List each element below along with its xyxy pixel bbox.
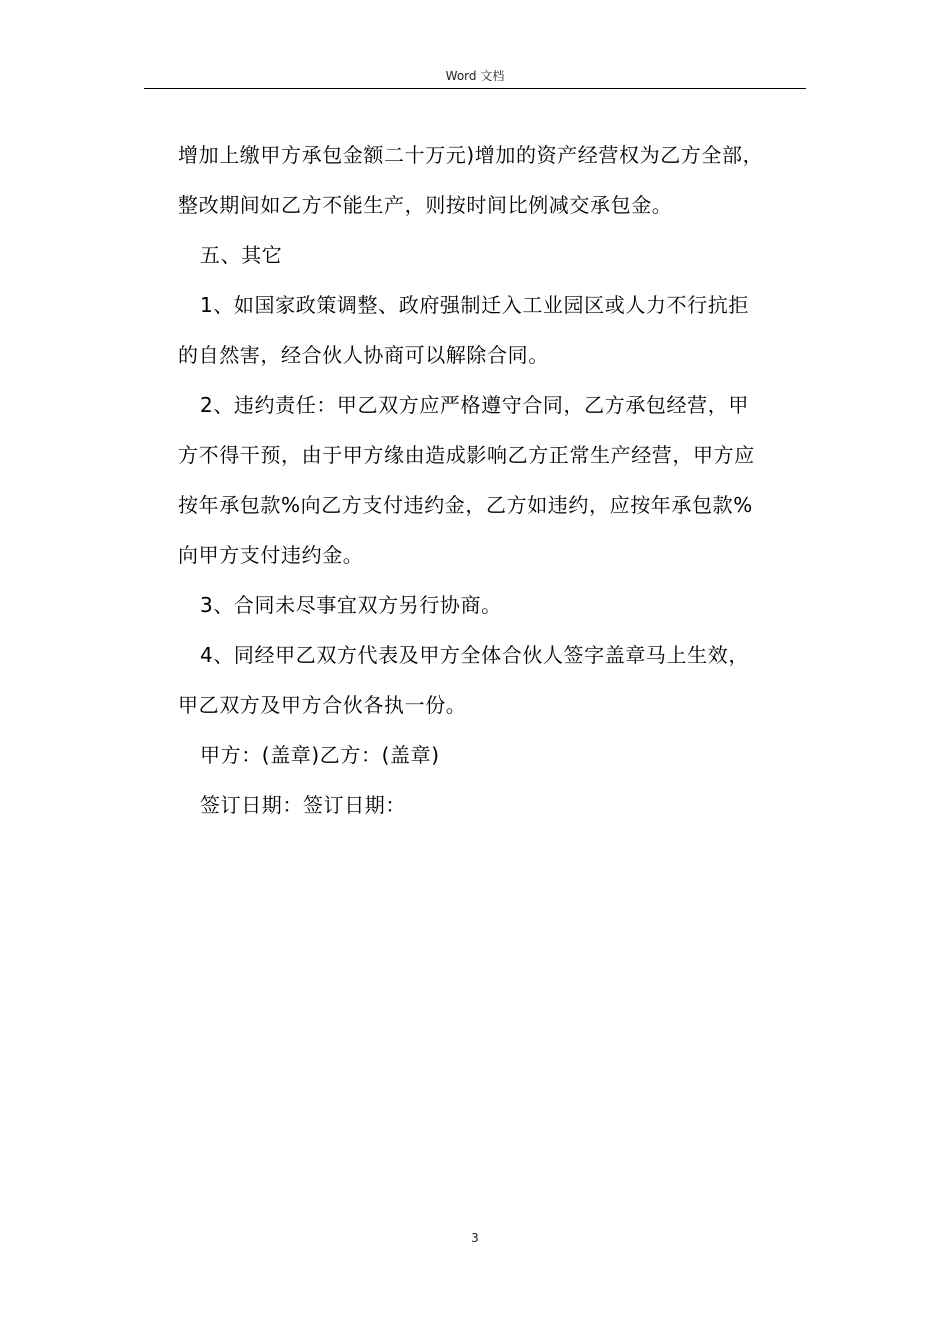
- paragraph-line: 1、如国家政策调整、政府强制迁入工业园区或人力不行抗拒: [200, 293, 749, 317]
- page-header: Word 文档: [445, 69, 505, 83]
- paragraph-line: 方不得干预，由于甲方缘由造成影响乙方正常生产经营，甲方应: [178, 443, 755, 467]
- header-divider: [144, 88, 806, 89]
- paragraph-line: 2、违约责任：甲乙双方应严格遵守合同，乙方承包经营，甲: [200, 393, 749, 417]
- paragraph-line: 4、同经甲乙双方代表及甲方全体合伙人签字盖章马上生效，: [200, 643, 749, 667]
- paragraph-line: 增加上缴甲方承包金额二十万元)增加的资产经营权为乙方全部，: [178, 143, 764, 167]
- section-heading: 五、其它: [200, 243, 283, 267]
- paragraph-line: 整改期间如乙方不能生产，则按时间比例减交承包金。: [178, 193, 673, 217]
- page-number: 3: [471, 1231, 479, 1245]
- date-line: 签订日期：签订日期：: [200, 793, 406, 817]
- signature-line: 甲方：(盖章)乙方：(盖章): [200, 743, 440, 767]
- paragraph-line: 3、合同未尽事宜双方另行协商。: [200, 593, 502, 617]
- paragraph-line: 按年承包款%向乙方支付违约金，乙方如违约，应按年承包款%: [178, 493, 753, 517]
- document-body: [178, 130, 808, 830]
- paragraph-line: 向甲方支付违约金。: [178, 543, 364, 567]
- paragraph-line: 的自然害，经合伙人协商可以解除合同。: [178, 343, 549, 367]
- paragraph-line: 甲乙双方及甲方合伙各执一份。: [178, 693, 467, 717]
